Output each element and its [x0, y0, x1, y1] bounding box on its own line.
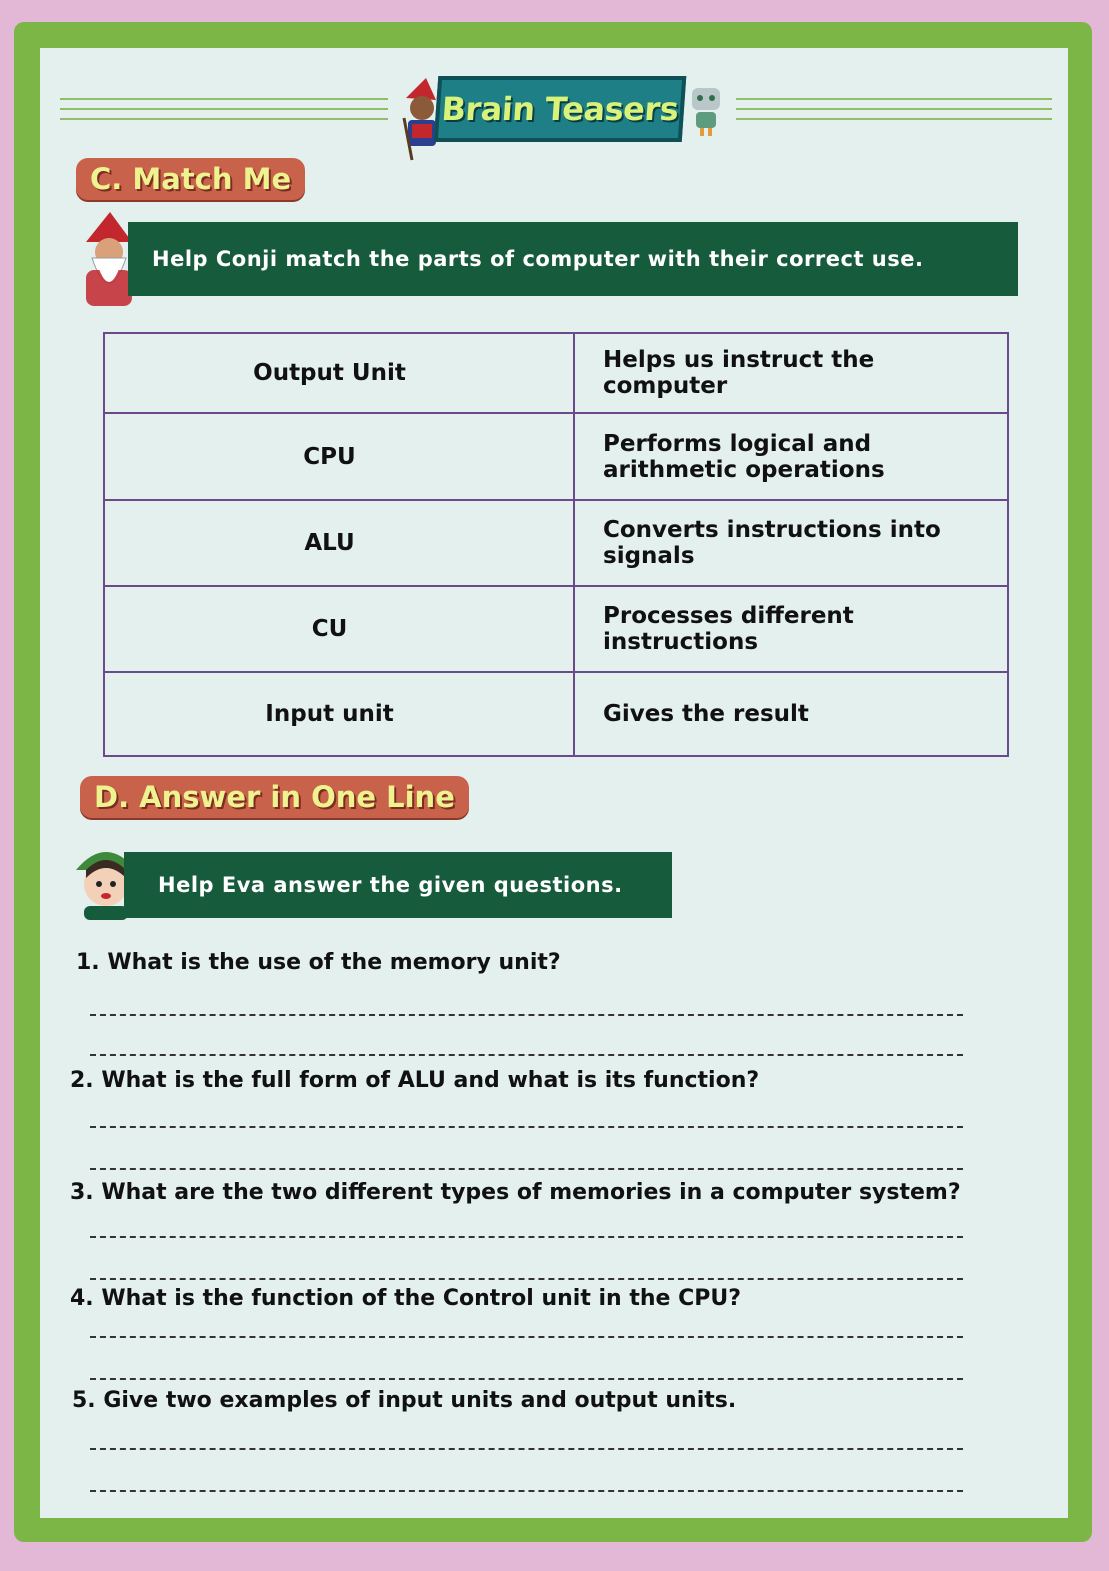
- section-d-heading: D. Answer in One Line: [80, 776, 469, 818]
- table-cell-part: CU: [104, 586, 574, 672]
- answer-line[interactable]: [90, 1378, 963, 1380]
- table-cell-part: Output Unit: [104, 333, 574, 413]
- answer-line[interactable]: [90, 1014, 963, 1016]
- table-cell-part: Input unit: [104, 672, 574, 756]
- table-row: [104, 333, 1008, 413]
- robot-character-icon: [686, 84, 726, 138]
- section-d-instruction: Help Eva answer the given questions.: [124, 852, 672, 918]
- answer-line[interactable]: [90, 1126, 963, 1128]
- table-cell-use: Helps us instruct the computer: [574, 333, 1008, 413]
- section-c-heading: C. Match Me: [76, 158, 305, 200]
- table-row: [104, 413, 1008, 500]
- answer-line[interactable]: [90, 1054, 963, 1056]
- answer-line[interactable]: [90, 1490, 963, 1492]
- table-cell-use: Converts instructions into signals: [574, 500, 1008, 586]
- question-3: 3. What are the two different types of memories in a computer system?: [70, 1180, 961, 1205]
- answer-line[interactable]: [90, 1336, 963, 1338]
- section-c-instruction: Help Conji match the parts of computer with their correct use.: [128, 222, 1018, 296]
- table-cell-use: Gives the result: [574, 672, 1008, 756]
- header-rules-left: [60, 98, 388, 128]
- question-2: 2. What is the full form of ALU and what is its function?: [70, 1068, 760, 1093]
- header-rules-right: [736, 98, 1052, 128]
- table-cell-use: Processes different instructions: [574, 586, 1008, 672]
- answer-line[interactable]: [90, 1278, 963, 1280]
- page-title: Brain Teasers: [440, 90, 680, 128]
- match-table: [103, 332, 1009, 757]
- table-row: [104, 500, 1008, 586]
- table-row: [104, 586, 1008, 672]
- table-row: [104, 672, 1008, 756]
- table-cell-use: Performs logical and arithmetic operations: [574, 413, 1008, 500]
- brain-teasers-banner: [434, 76, 687, 142]
- answer-line[interactable]: [90, 1236, 963, 1238]
- question-5: 5. Give two examples of input units and output units.: [72, 1388, 737, 1413]
- question-1: 1. What is the use of the memory unit?: [76, 950, 561, 975]
- answer-line[interactable]: [90, 1448, 963, 1450]
- table-cell-part: ALU: [104, 500, 574, 586]
- table-cell-part: CPU: [104, 413, 574, 500]
- question-4: 4. What is the function of the Control unit in the CPU?: [70, 1286, 742, 1311]
- answer-line[interactable]: [90, 1168, 963, 1170]
